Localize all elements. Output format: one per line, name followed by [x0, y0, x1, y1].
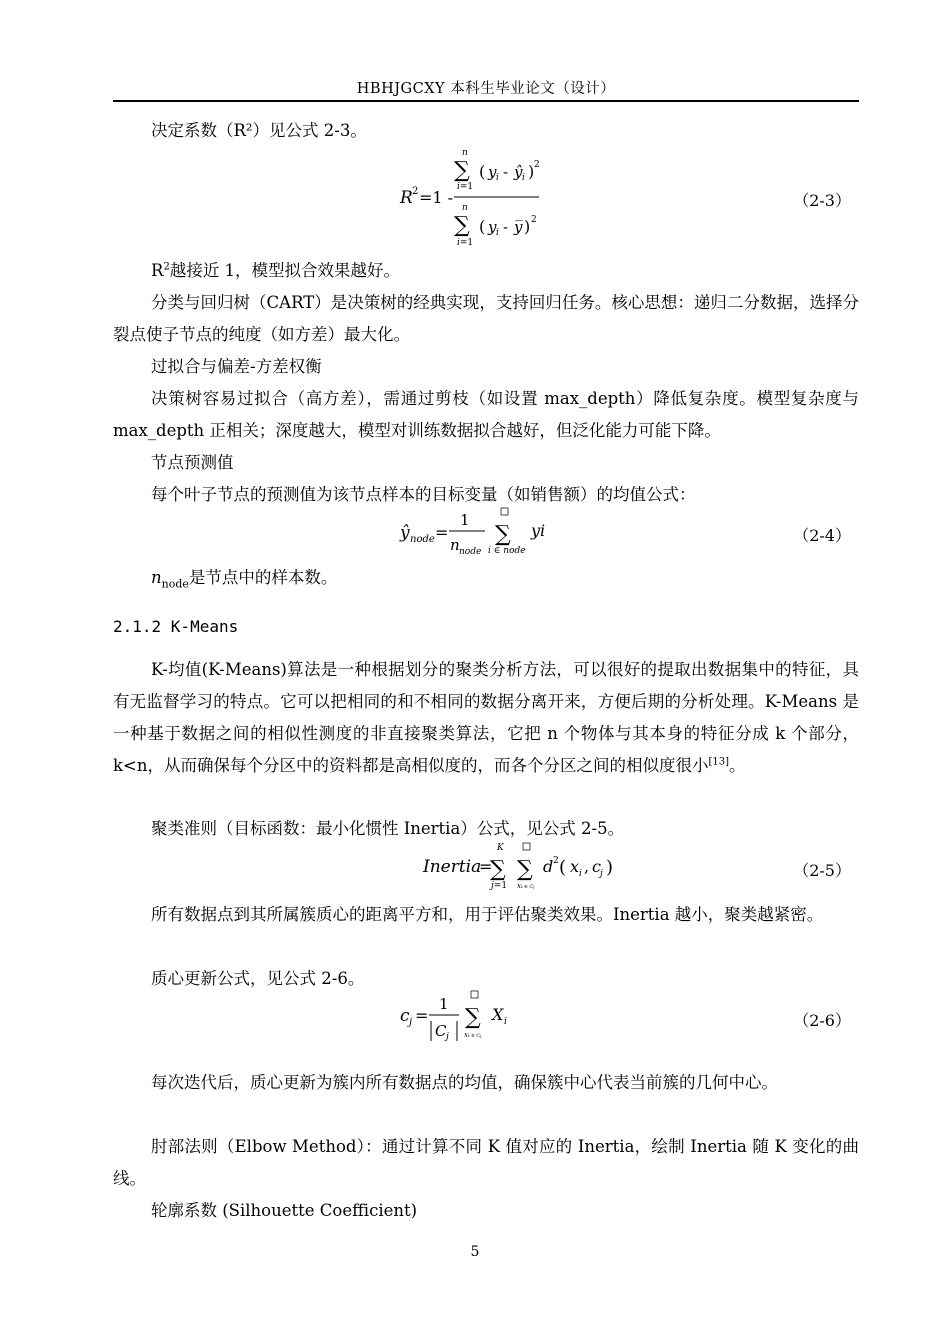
svg-text:ŷ: ŷ: [514, 163, 523, 181]
svg-text:j=1: j=1: [491, 881, 508, 891]
svg-text:i: i: [496, 228, 499, 238]
equation-2-6-formula: [113, 988, 859, 1048]
svg-text:yi: yi: [531, 521, 546, 540]
paragraph-overfit-title: 过拟合与偏差-方差权衡: [151, 357, 322, 376]
nnode-subscript: node: [161, 577, 189, 591]
paragraph-kmeans-intro: [113, 654, 859, 782]
svg-text:c: c: [592, 857, 601, 876]
r2-symbol: R: [151, 261, 164, 280]
svg-text:y: y: [488, 218, 497, 236]
page-header: HBHJGCXY 本科生毕业论文（设计）: [356, 81, 616, 97]
svg-text:d: d: [543, 857, 554, 876]
svg-text:j: j: [446, 1032, 449, 1042]
svg-text:node: node: [459, 547, 482, 557]
svg-text:i: i: [522, 173, 525, 183]
svg-text:y: y: [488, 163, 497, 181]
equation-2-3: [113, 145, 859, 255]
svg-text:node: node: [410, 534, 435, 545]
paragraph-r2-meaning: [113, 255, 859, 287]
svg-text:X: X: [492, 1005, 504, 1024]
equation-2-4-number: （2-4）: [793, 526, 851, 545]
svg-text:∑: ∑: [495, 522, 511, 547]
svg-text:K: K: [497, 843, 504, 853]
svg-text:∑: ∑: [517, 857, 533, 882]
kmeans-intro-text: K-均值(K-Means)算法是一种根据划分的聚类分析方法，可以很好的提取出数据集中的特征，具有无监督学习的特点。它可以把相同的和不相同的数据分离开来，方便后期的分析处理。K-Means 是一种基于数据之间的相似性测度的非直接聚类算法，它把 n 个物体与其本身的特征分成 k 个部分，k<n，从而确保每个分区中的资料都是高相似度的，而各个分区之间的相似度很小: [113, 660, 859, 775]
svg-text:=: =: [415, 1006, 429, 1025]
svg-text:-: -: [503, 163, 509, 181]
svg-text:xi ∈ Cj: xi ∈ Cj: [517, 882, 535, 890]
svg-text:): ): [606, 857, 614, 878]
svg-text:C: C: [435, 1022, 447, 1040]
citation-13: [13]: [708, 756, 729, 768]
equation-2-5: [113, 840, 859, 896]
svg-text:∑: ∑: [454, 158, 470, 183]
header-rule: [113, 100, 859, 102]
svg-text:i=1: i=1: [457, 238, 474, 248]
equation-2-6-number: （2-6）: [793, 1011, 851, 1030]
kmeans-intro-end: 。: [728, 756, 746, 775]
paragraph-silhouette: 轮廓系数 (Silhouette Coefficient): [151, 1201, 418, 1220]
svg-text:Inertia: Inertia: [423, 857, 482, 877]
svg-text:2: 2: [531, 215, 537, 225]
svg-text:i ∈ node: i ∈ node: [488, 546, 526, 556]
svg-text:y̅: y̅: [514, 218, 523, 236]
svg-text:j: j: [600, 869, 603, 879]
nnode-symbol: n: [151, 568, 162, 587]
svg-text:=: =: [435, 523, 449, 542]
svg-text:=: =: [479, 857, 493, 876]
paragraph-centroid-meaning: 每次迭代后，质心更新为簇内所有数据点的均值，确保簇中心代表当前簇的几何中心。: [151, 1073, 778, 1092]
svg-text:2: 2: [553, 856, 559, 866]
equation-2-3-formula: [113, 145, 859, 255]
svg-text:ŷ: ŷ: [400, 523, 410, 543]
svg-text:n: n: [450, 536, 460, 554]
svg-text:n: n: [462, 148, 468, 158]
svg-text:i: i: [579, 869, 582, 879]
page-number: 5: [470, 1244, 480, 1260]
paragraph-inertia-meaning: 所有数据点到其所属簇质心的距离平方和，用于评估聚类效果。Inertia 越小，聚类越紧密。: [151, 905, 824, 924]
equation-2-4: [113, 505, 859, 561]
svg-text:i=1: i=1: [457, 182, 474, 192]
equation-2-4-formula: [113, 505, 859, 561]
svg-text:2: 2: [412, 186, 419, 197]
svg-text:j: j: [409, 1017, 413, 1028]
svg-text:1: 1: [439, 995, 449, 1013]
paragraph-elbow: 肘部法则（Elbow Method）：通过计算不同 K 值对应的 Inertia，绘制 Inertia 随 K 变化的曲线。: [113, 1137, 859, 1188]
svg-text:(: (: [479, 162, 486, 181]
svg-text:i: i: [496, 173, 499, 183]
paragraph-centroid-intro: 质心更新公式，见公式 2-6。: [151, 969, 365, 988]
svg-text:1: 1: [460, 511, 470, 529]
paragraph-cart: 分类与回归树（CART）是决策树的经典实现，支持回归任务。核心思想：递归二分数据，选择分裂点使子节点的纯度（如方差）最大化。: [113, 293, 859, 344]
svg-text:2: 2: [534, 160, 540, 170]
svg-text:=1 -: =1 -: [419, 188, 454, 207]
svg-text:n: n: [462, 203, 468, 213]
svg-text:c: c: [400, 1006, 410, 1026]
r2-meaning-text: 越接近 1，模型拟合效果越好。: [169, 261, 401, 280]
svg-text:,: ,: [584, 857, 590, 876]
equation-2-5-number: （2-5）: [793, 861, 851, 880]
svg-text:(: (: [479, 217, 486, 236]
equation-2-5-formula: [113, 840, 859, 896]
nnode-text: 是节点中的样本数。: [188, 568, 338, 587]
r2-superscript: 2: [163, 261, 170, 273]
svg-text:): ): [528, 162, 535, 181]
equation-2-3-number: （2-3）: [793, 191, 851, 210]
svg-text:x: x: [570, 857, 580, 876]
paragraph-node-pred: 每个叶子节点的预测值为该节点样本的目标变量（如销售额）的均值公式：: [151, 485, 696, 504]
paragraph-node-pred-title: 节点预测值: [151, 453, 234, 472]
svg-text:∑: ∑: [465, 1005, 481, 1030]
svg-text:(: (: [559, 857, 567, 878]
svg-text:i: i: [504, 1017, 507, 1027]
svg-text:∑: ∑: [454, 213, 470, 238]
svg-text:-: -: [503, 218, 509, 236]
paragraph-overfit: 决策树容易过拟合（高方差），需通过剪枝（如设置 max_depth）降低复杂度。模型复杂度与 max_depth 正相关；深度越大，模型对训练数据拟合越好，但泛化能力可能下降。: [113, 389, 859, 440]
paragraph-r2-intro: 决定系数（R²）见公式 2-3。: [151, 121, 367, 140]
section-heading-kmeans: 2.1.2 K-Means: [113, 617, 239, 636]
svg-text:∑: ∑: [490, 857, 506, 882]
paragraph-inertia-intro: 聚类准则（目标函数：最小化惯性 Inertia）公式，见公式 2-5。: [151, 819, 625, 838]
svg-text:): ): [524, 217, 531, 236]
svg-text:xi ∈ Cj: xi ∈ Cj: [464, 1031, 482, 1039]
paragraph-nnode: [113, 562, 859, 594]
equation-2-6: [113, 988, 859, 1048]
svg-text:R: R: [400, 188, 413, 208]
